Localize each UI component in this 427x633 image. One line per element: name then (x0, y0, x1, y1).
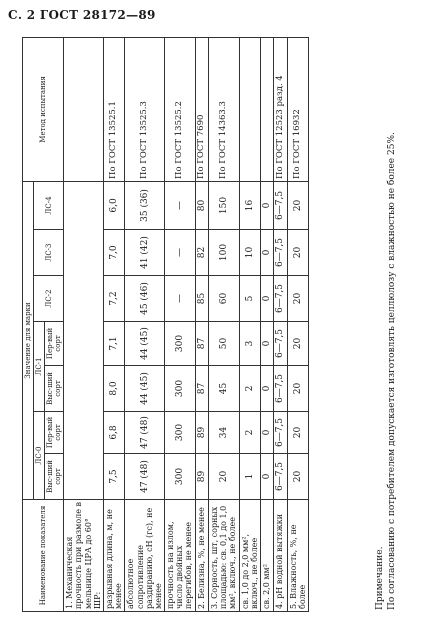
specification-table (22, 37, 309, 612)
value-cell: 300 (165, 412, 196, 454)
value-cell: 2 (239, 412, 260, 454)
value-cell: 34 (208, 412, 239, 454)
value-cell: 89 (195, 412, 208, 454)
column-name-header: Наименование показателя (23, 500, 64, 612)
value-cell: 50 (208, 322, 239, 366)
table-row (195, 37, 208, 611)
row-name: прочность на излом, число двойных перегибов, не менее (165, 500, 196, 612)
table-row (64, 37, 104, 611)
value-cell: 41 (42) (125, 230, 165, 276)
value-cell: 87 (195, 366, 208, 412)
table-note (374, 40, 398, 610)
value-cell: 100 (208, 230, 239, 276)
brand-ls2: ЛС-2 (34, 276, 64, 322)
method-cell: По ГОСТ 12523 разд. 4 (274, 37, 287, 181)
grade-first-ls1: Пер-вый сорт (45, 322, 64, 366)
value-cell: 300 (165, 366, 196, 412)
value-cell: 6—7,5 (274, 276, 287, 322)
value-cell: 20 (287, 230, 308, 276)
value-cell: 44 (45) (125, 322, 165, 366)
value-cell: 20 (287, 454, 308, 500)
value-cell: 6—7,5 (274, 230, 287, 276)
value-cell: 87 (195, 322, 208, 366)
value-cell: — (165, 230, 196, 276)
row-name: 1. Механическая прочность при размоле в мельнице ЦРА до 60° ШР: (64, 500, 104, 612)
row-name: св. 1,0 до 2,0 мм², включ., не более (239, 500, 260, 612)
brand-ls3: ЛС-3 (34, 230, 64, 276)
table-row (239, 37, 260, 611)
row-name: 3. Сорность, шт, сорных площадью: св. 0,1 до 1,0 мм², включ., не более (208, 500, 239, 612)
value-cell: 0 (260, 454, 273, 500)
header-row-1 (23, 37, 34, 611)
method-cell (239, 37, 260, 181)
row-name: 5. Влажность, %, не более (287, 500, 308, 612)
column-values-header: Значение для марки (23, 181, 34, 499)
value-cell: 7,0 (103, 230, 124, 276)
method-cell: По ГОСТ 13525.1 (103, 37, 124, 181)
table-row (287, 37, 308, 611)
value-cell: 2 (239, 366, 260, 412)
value-cell: 6,0 (103, 181, 124, 229)
note-text: По согласованию с потребителем допускается изготовлять целлюлозу с влажностью не более 25%. (387, 132, 398, 610)
running-head: С. 2 ГОСТ 28172—89 (8, 8, 156, 22)
value-cell: 300 (165, 322, 196, 366)
method-cell: По ГОСТ 7690 (195, 37, 208, 181)
method-cell (260, 37, 273, 181)
value-cell: 44 (45) (125, 366, 165, 412)
value-cell: 0 (260, 181, 273, 229)
value-cell: 47 (48) (125, 412, 165, 454)
value-cell: 1 (239, 454, 260, 500)
table-row (260, 37, 273, 611)
value-cell: 20 (287, 276, 308, 322)
note-label: Примечание. (375, 546, 385, 610)
value-cell: — (165, 181, 196, 229)
value-cell: 6—7,5 (274, 366, 287, 412)
table-row (274, 37, 287, 611)
row-name: разрывная длина, м, не менее (103, 500, 124, 612)
value-cell: 0 (260, 412, 273, 454)
value-cell: 6—7,5 (274, 181, 287, 229)
value-cell: — (165, 276, 196, 322)
method-cell: По ГОСТ 13525.2 (165, 37, 196, 181)
value-cell: 7,5 (103, 454, 124, 500)
value-cell: 45 (46) (125, 276, 165, 322)
value-cell: 5 (239, 276, 260, 322)
grade-top-ls1: Выс-ший сорт (45, 366, 64, 412)
table-row (103, 37, 124, 611)
method-cell: По ГОСТ 14363.3 (208, 37, 239, 181)
value-cell: 6—7,5 (274, 412, 287, 454)
value-cell: 6—7,5 (274, 322, 287, 366)
value-cell: 35 (36) (125, 181, 165, 229)
brand-ls1: ЛС-1 (34, 322, 45, 412)
column-method-header: Метод испытания (23, 37, 64, 181)
value-cell: 20 (208, 454, 239, 500)
value-cell: 6—7,5 (274, 454, 287, 500)
brand-ls4: ЛС-4 (34, 181, 64, 229)
value-cell: 85 (195, 276, 208, 322)
grade-first-ls0: Пер-вый сорт (45, 412, 64, 454)
row-name: св. 2,0 мм² (260, 500, 273, 612)
value-cell: 20 (287, 366, 308, 412)
value-cell: 45 (208, 366, 239, 412)
value-cell: 89 (195, 454, 208, 500)
value-cell: 3 (239, 322, 260, 366)
value-cell: 8,0 (103, 366, 124, 412)
value-cell: 0 (260, 366, 273, 412)
value-cell: 82 (195, 230, 208, 276)
rotated-page-body (22, 38, 410, 612)
value-cell: 150 (208, 181, 239, 229)
value-cell: 80 (195, 181, 208, 229)
value-cell: 20 (287, 322, 308, 366)
row-name: абсолютное сопротивление раздиранию, сН (гс), не менее (125, 500, 165, 612)
value-cell: 7,2 (103, 276, 124, 322)
value-cell: 0 (260, 276, 273, 322)
row-name: 4. рН водной вытяжки (274, 500, 287, 612)
value-cell: 16 (239, 181, 260, 229)
value-cell: 47 (48) (125, 454, 165, 500)
value-cell: 60 (208, 276, 239, 322)
brand-ls0: ЛС-0 (34, 412, 45, 500)
method-cell: По ГОСТ 13525.3 (125, 37, 165, 181)
table-row (208, 37, 239, 611)
value-cell: 20 (287, 181, 308, 229)
value-cell: 0 (260, 322, 273, 366)
value-cell: 6,8 (103, 412, 124, 454)
value-cell: 7,1 (103, 322, 124, 366)
grade-top-ls0: Выс-ший сорт (45, 454, 64, 500)
row-name: 2. Белизна, %, не менее (195, 500, 208, 612)
value-cell: 20 (287, 412, 308, 454)
method-cell: По ГОСТ 16932 (287, 37, 308, 181)
value-cell: 0 (260, 230, 273, 276)
value-cell: 300 (165, 454, 196, 500)
table-row (165, 37, 196, 611)
value-cell: 10 (239, 230, 260, 276)
table-row (125, 37, 165, 611)
